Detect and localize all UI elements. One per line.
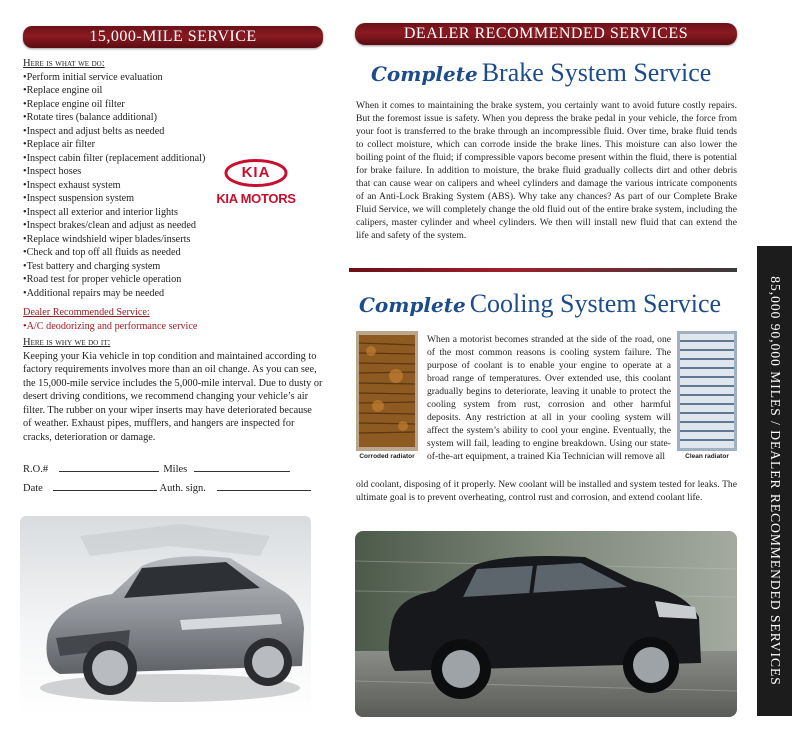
list-item: • Check and top off all fluids as needed [23,246,323,260]
clean-caption: Clean radiator [685,453,729,460]
kia-motors-caption: KIA MOTORS [216,191,296,206]
corroded-caption: Corroded radiator [359,453,415,460]
brake-heading-rest: Brake System Service [481,58,712,87]
service-list-section [23,57,323,445]
left-banner [23,26,323,48]
kia-logo-text: KIA [241,164,271,181]
ro-field[interactable] [59,462,159,472]
list-item: • Replace engine oil [23,84,323,98]
side-tab-label: 85,000 90,000 MILES / DEALER RECOMMENDED SERVICES [767,276,783,686]
list-item: • Replace windshield wiper blades/inserts [23,233,323,247]
list-item: • Inspect suspension system [23,192,323,206]
list-item: • Test battery and charging system [23,260,323,274]
corroded-radiator-icon [356,331,418,451]
silver-sedan-icon [20,516,311,716]
sedan-photo [20,516,311,716]
miles-label: Miles [163,464,188,475]
list-item: • Inspect and adjust belts as needed [23,125,323,139]
brake-heading-complete: Complete [371,62,478,86]
kia-logo [210,158,302,210]
list-item: • Road test for proper vehicle operation [23,273,323,287]
right-banner [355,23,737,45]
auth-label: Auth. sign. [159,483,206,494]
cooling-heading-rest: Cooling System Service [469,289,722,318]
list-item: • Inspect exhaust system [23,179,323,193]
list-item: • Perform initial service evaluation [23,71,323,85]
cooling-heading-complete: Complete [359,293,466,317]
why-heading: Here is why we do it: [23,337,111,348]
left-banner-title: 15,000-MILE SERVICE [89,28,257,45]
clean-radiator-icon [677,331,737,451]
date-auth-line [23,481,311,494]
black-suv-icon [355,531,737,717]
list-item: • Inspect hoses [23,165,323,179]
dealer-heading: Dealer Recommended Service: [23,307,150,318]
brake-heading [371,58,711,88]
what-heading: Here is what we do: [23,58,105,69]
clean-radiator-photo [677,331,737,460]
section-divider [349,268,737,272]
date-label: Date [23,483,43,494]
auth-field[interactable] [217,481,311,491]
cooling-paragraph-full: old coolant, disposing of it properly. New coolant will be installed and system tested for leaks. The ultimate goal is to prevent overheating, control rust and corrosion, and extend coolant life. [356,479,737,503]
dealer-list [23,320,323,334]
side-tab [757,246,792,716]
suv-photo [355,531,737,717]
list-item: • Inspect all exterior and interior lights [23,206,323,220]
cooling-heading [359,289,721,319]
list-item: • Replace air filter [23,138,323,152]
corroded-radiator-photo [356,331,418,460]
miles-field[interactable] [194,462,290,472]
list-item: • Replace engine oil filter [23,98,323,112]
list-item: • Rotate tires (balance additional) [23,111,323,125]
right-banner-title: DEALER RECOMMENDED SERVICES [403,25,689,42]
list-item: • Additional repairs may be needed [23,287,323,301]
list-item: • Inspect brakes/clean and adjust as needed [23,219,323,233]
brake-paragraph: When it comes to maintaining the brake system, you certainly want to avoid future costly repairs. But the foremost issue is safety. When you depress the brake pedal in your vehicle, the force from your foot is transferred to the brake through an incompressible fluid. Over time, brake fluid tends to collect moisture, which can corrode inside the brake lines. This moisture can also lower the boiling point of the fluid; if compressible vapors become present within the fluid, there is potential for brake failure. In addition to moisture, the brake fluid gradually collects dirt and other debris that can cause wear on calipers and wheel cylinders and damage the various intricate components of an Anti-Lock Braking System (ABS). Why take any chances? As part of our Complete Brake Fluid Service, we will completely change the old fluid out of the entire brake system, including the calipers, master cylinder and wheel cylinders. We then will install new fluid that can extend the life and safety of the system. [356,100,737,241]
why-paragraph: Keeping your Kia vehicle in top condition and maintained according to factory requirements involves more than an oil change. As you can see, the 15,000-mile service includes the 5,000-mile interval. Due to dusty or desert driving conditions, we recommend changing your vehicle’s air filter. The rubber on your wiper inserts may have deteriorated because of weather. Exhaust pipes, mufflers, and hangers are inspected for cracks, deterioration or damage. [23,350,323,444]
list-item: • Inspect cabin filter (replacement additional) [23,152,323,166]
date-field[interactable] [53,481,157,491]
list-item: • A/C deodorizing and performance service [23,320,323,334]
ro-label: R.O.# [23,464,49,475]
ro-miles-line [23,462,290,475]
cooling-paragraph-block: When a motorist becomes stranded at the side of the road, one of the most common reasons is cooling system failure. The purpose of coolant is to enable your engine to operate at a broad range of temperatures. Over extended use, this coolant gradually begins to deteriorate, leaving it unable to protect the cooling system from rust, corrosion and other harmful deposits. Any restriction at all in your cooling system will affect the system’s ability to cool your engine. Eventually, the system will fail, leading to engine breakdown. Using our state-of-the-art equipment, a trained Kia Technician will remove all [427,334,671,462]
